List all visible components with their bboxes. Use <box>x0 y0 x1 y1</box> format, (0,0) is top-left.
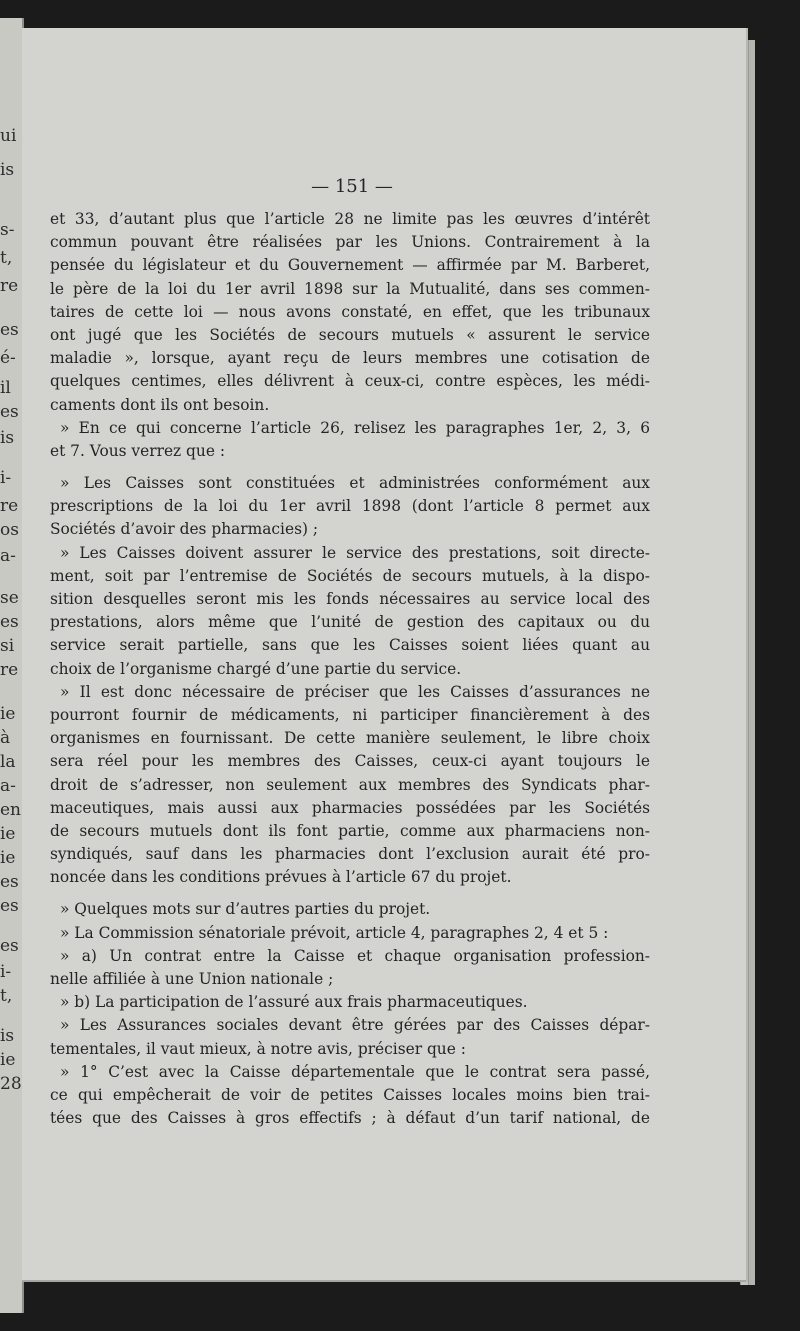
facing-page-fragment: ie <box>0 848 16 868</box>
paragraph-2 <box>50 417 650 463</box>
facing-page-fragment: es <box>0 320 19 340</box>
facing-page-fragment: ie <box>0 824 16 844</box>
text-line: » La Commission sénatoriale prévoit, article 4, paragraphes 2, 4 et 5 : <box>60 923 609 942</box>
text-line: » En ce qui concerne l’article 26, relisez les paragraphes 1er, 2, 3, 6 <box>60 418 650 437</box>
text-line: sition desquelles seront mis les fonds nécessaires au service local des <box>50 590 650 608</box>
text-line: et 33, d’autant plus que l’article 28 ne limite pas les œuvres d’intérêt <box>50 210 650 228</box>
facing-page-fragment: is <box>0 160 15 180</box>
facing-page-fragment: es <box>0 896 19 916</box>
facing-page-fragment: il <box>0 378 11 398</box>
text-line: noncée dans les conditions prévues à l’article 67 du projet. <box>50 868 512 887</box>
paragraph-8 <box>50 945 650 991</box>
facing-page-fragment: es <box>0 936 19 956</box>
text-line: » 1° C’est avec la Caisse départementale que le contrat sera passé, <box>60 1062 650 1081</box>
text-line: Sociétés d’avoir des pharmacies) ; <box>50 520 319 539</box>
facing-page-fragment: re <box>0 660 19 680</box>
text-line: le père de la loi du 1er avril 1898 sur la Mutualité, dans ses commen- <box>50 279 650 298</box>
facing-page-fragment: en <box>0 800 22 820</box>
text-line: droit de s’adresser, non seulement aux membres des Syndicats phar- <box>50 775 650 794</box>
text-line: » Quelques mots sur d’autres parties du projet. <box>60 900 431 919</box>
text-line: maladie », lorsque, ayant reçu de leurs membres une cotisation de <box>50 349 650 368</box>
text-line: tementales, il vaut mieux, à notre avis, préciser que : <box>50 1039 466 1058</box>
text-line: sera réel pour les membres des Caisses, ceux-ci ayant toujours le <box>50 752 650 771</box>
paragraph-7 <box>50 922 650 945</box>
paragraph-1 <box>50 208 650 417</box>
paragraph-gap <box>50 889 650 898</box>
paragraph-9 <box>50 991 650 1014</box>
facing-page-fragment: ui <box>0 126 17 146</box>
paragraph-5 <box>50 681 650 890</box>
facing-page-fragment: es <box>0 872 19 892</box>
text-line: taires de cette loi — nous avons constaté, en effet, que les tribunaux <box>50 302 650 321</box>
text-line: pourront fournir de médicaments, ni participer financièrement à des <box>50 705 650 724</box>
facing-page-fragment: ie <box>0 704 16 724</box>
book-page <box>22 28 746 1282</box>
paragraph-10 <box>50 1014 650 1060</box>
text-line: commun pouvant être réalisées par les Unions. Contrairement à la <box>50 233 650 252</box>
facing-page-fragment: é- <box>0 348 16 368</box>
text-line: » Les Caisses sont constituées et administrées conformément aux <box>60 474 650 493</box>
text-line: choix de l’organisme chargé d’une partie du service. <box>50 659 462 678</box>
facing-page-fragment: t, <box>0 986 13 1006</box>
text-line: quelques centimes, elles délivrent à ceux-ci, contre espèces, les médi- <box>50 372 650 391</box>
facing-page-fragment: se <box>0 588 19 608</box>
paragraph-6 <box>50 898 650 921</box>
facing-page-fragment: si <box>0 636 15 656</box>
facing-page-fragment: à <box>0 728 11 748</box>
text-line: ment, soit par l’entremise de Sociétés de secours mutuels, à la dispo- <box>50 566 650 585</box>
facing-page-fragment: re <box>0 276 19 296</box>
text-line: ont jugé que les Sociétés de secours mutuels « assurent le service <box>50 325 650 344</box>
paragraph-4 <box>50 542 650 681</box>
facing-page-fragment: is <box>0 1026 15 1046</box>
paragraph-gap <box>50 463 650 472</box>
paragraph-11 <box>50 1061 650 1131</box>
text-line: tées que des Caisses à gros effectifs ; à défaut d’un tarif national, de <box>50 1109 650 1128</box>
text-line: service serait partielle, sans que les Caisses soient liées quant au <box>50 636 650 655</box>
text-line: syndiqués, sauf dans les pharmacies dont l’exclusion aurait été pro- <box>50 845 650 864</box>
facing-page-fragment: ie <box>0 1050 16 1070</box>
facing-page-fragment: a- <box>0 776 16 796</box>
facing-page-fragment: os <box>0 520 19 540</box>
facing-page-fragment: la <box>0 752 16 772</box>
text-line: ce qui empêcherait de voir de petites Caisses locales moins bien trai- <box>50 1085 650 1104</box>
facing-page-fragment: a- <box>0 546 16 566</box>
text-line: » b) La participation de l’assuré aux frais pharmaceutiques. <box>60 993 528 1012</box>
facing-page-fragment: i- <box>0 468 12 488</box>
facing-page-fragment: t, <box>0 248 13 268</box>
facing-page-fragment: es <box>0 402 19 422</box>
text-line: » Les Caisses doivent assurer le service des prestations, soit directe- <box>60 543 650 562</box>
text-line: de secours mutuels dont ils font partie, comme aux pharmaciens non- <box>50 821 650 840</box>
text-line: organismes en fournissant. De cette manière seulement, le libre choix <box>50 729 650 748</box>
text-line: caments dont ils ont besoin. <box>50 395 270 414</box>
body-text <box>50 208 650 1130</box>
text-line: nelle affiliée à une Union nationale ; <box>50 970 334 988</box>
page-number: — 151 — <box>311 176 393 197</box>
facing-page-fragment: is <box>0 428 15 448</box>
paragraph-3 <box>50 472 650 542</box>
page-stack-edge <box>748 40 755 1285</box>
facing-page-fragment: i- <box>0 962 12 982</box>
facing-page-fragment: s- <box>0 220 15 240</box>
text-line: » Les Assurances sociales devant être gérées par des Caisses dépar- <box>60 1016 650 1035</box>
text-line: et 7. Vous verrez que : <box>50 441 226 460</box>
text-line: pensée du législateur et du Gouvernement — affirmée par M. Barberet, <box>50 256 650 275</box>
text-line: prescriptions de la loi du 1er avril 1898 (dont l’article 8 permet aux <box>50 497 650 516</box>
facing-page-fragment: 28 <box>0 1074 22 1094</box>
text-line: » Il est donc nécessaire de préciser que les Caisses d’assurances ne <box>60 682 650 701</box>
facing-page-edge <box>0 18 24 1313</box>
facing-page-fragment: re <box>0 496 19 516</box>
facing-page-fragment: es <box>0 612 19 632</box>
text-line: prestations, alors même que l’unité de gestion des capitaux ou du <box>50 613 650 632</box>
text-line: maceutiques, mais aussi aux pharmacies possédées par les Sociétés <box>50 798 650 817</box>
text-line: » a) Un contrat entre la Caisse et chaque organisation profession- <box>60 946 650 965</box>
